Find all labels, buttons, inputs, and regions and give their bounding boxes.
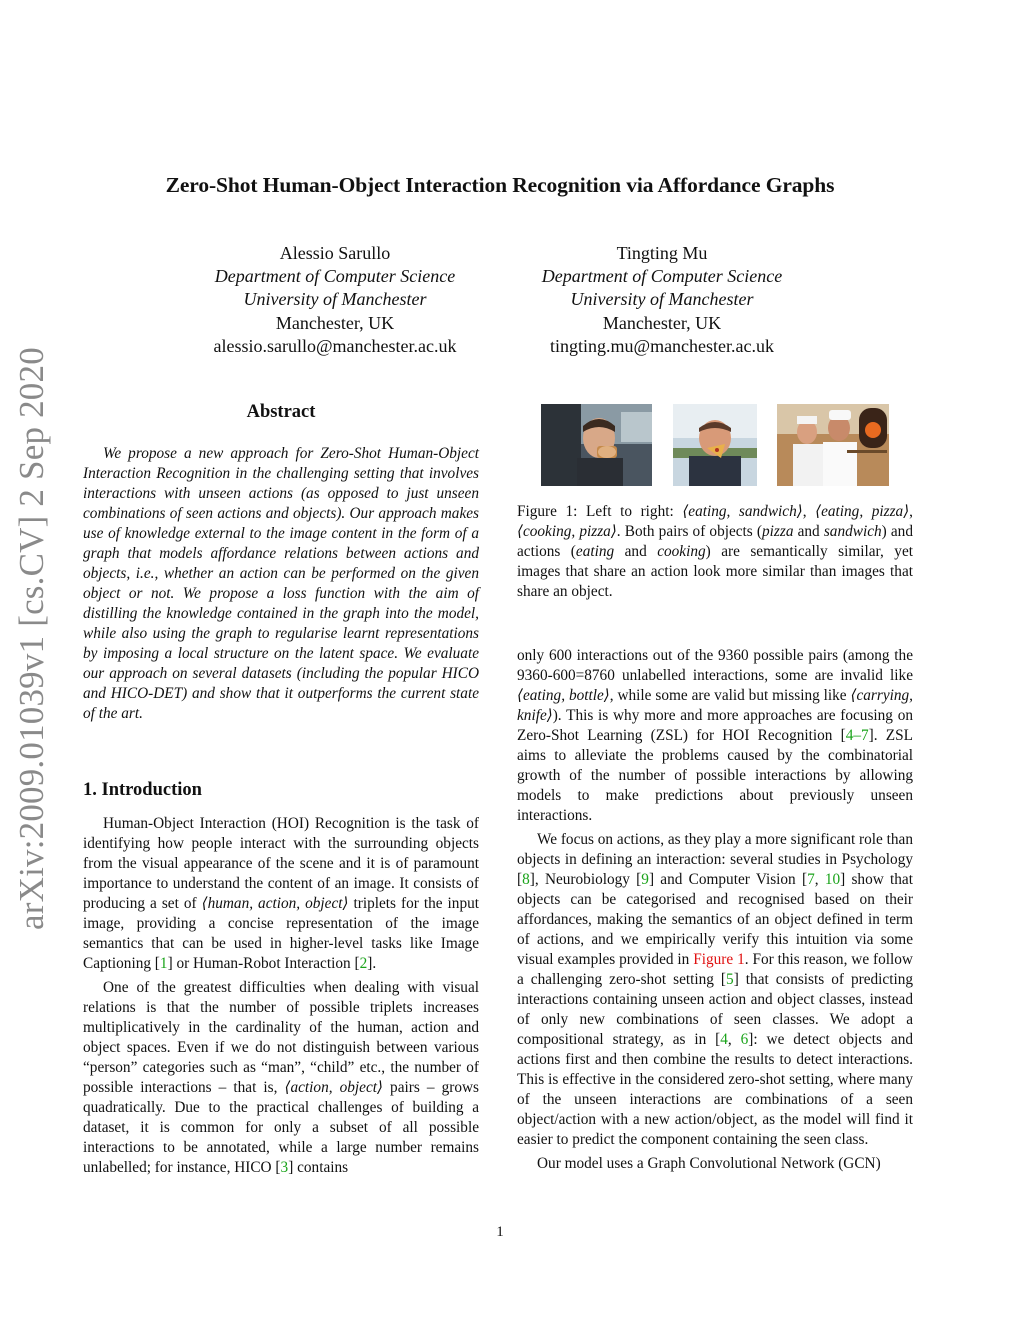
text-run: ). This is why more and more approaches are focusing on Zero-Shot Learning (ZSL) for HOI Recognition [ [517,707,913,744]
text-run: Our model uses a Graph Convolutional Network (GCN) [537,1155,881,1172]
introduction-heading: 1. Introduction [83,780,202,800]
text-run: ], Neurobiology [ [529,871,642,888]
author-name: Alessio Sarullo [279,243,391,263]
text-run: triplets for the input image, providing a concise representation of the image semantics that can be used in higher-level tasks like Image Captioning [ [83,895,479,972]
right-column-text [517,646,913,1178]
left-column-text [83,814,479,1182]
text-run: ] that consists of predicting interactions containing unseen action and object classes, instead of only new combinations of seen classes. We adopt a compositional strategy, as in [ [517,971,913,1048]
abstract-text: We propose a new approach for Zero-Shot Human-Object Interaction Recognition in the challenging setting that involves interactions with unseen actions (as opposed to just unseen combinations of seen actions and objects). Our approach makes use of knowledge external to the image content in the form of a graph that models affordance relations between actions and objects, i.e., whether an action can be performed on the given object or not. We propose a loss function with the aim of distilling the knowledge contained in the graph into the model, while also using the graph to regularise learnt representations by imposing a local structure on the latent space. We evaluate our approach on several datasets (including the popular HICO and HICO-DET) and show that it outperforms the current state of the art. [83,445,479,722]
math-pair: ⟨action, object⟩ [284,1079,383,1096]
citation-link[interactable]: 4–7 [845,727,869,744]
text-run: Human-Object Interaction (HOI) Recognition is the task of identifying how people interact with the surrounding objects from the visual appearance of the scene and it is of paramount importance to understand the content of an image. It consists of producing a set of [83,815,479,912]
caption-term: pizza [762,523,794,540]
caption-text: ) are semantically similar, yet images that share an action look more similar than images that share an object. [517,543,913,600]
author-email: tingting.mu@manchester.ac.uk [549,335,775,356]
intro-paragraph-2 [83,978,479,1178]
author-block-1 [170,242,500,358]
text-run: , [814,871,825,888]
caption-text: and [793,523,824,540]
caption-pair-3: ⟨cooking, pizza⟩ [517,523,617,540]
page-number: 1 [496,1224,504,1240]
intro-paragraph-1 [83,814,479,974]
text-run: One of the greatest difficulties when dealing with visual relations is that the number of possible triplets increases multiplicatively in the cardinality of the human, action and object spaces. Even if we do not distinguish between various “person” categories such as “man”, “child” etc., the number of possible interactions – that is, [83,979,479,1096]
caption-prefix: Figure 1: Left to right: [517,503,683,520]
text-run: ] or Human-Robot Interaction [ [167,955,360,972]
author-department: Department of Computer Science [214,266,456,287]
intro-paragraph-3 [517,830,913,1150]
citation-link[interactable]: 6 [740,1031,749,1048]
eating-sandwich-photo [541,404,652,486]
author-location: Manchester, UK [275,312,395,333]
caption-pair-1: ⟨eating, sandwich⟩ [682,503,803,520]
citation-link[interactable]: 2 [359,955,368,972]
author-email: alessio.sarullo@manchester.ac.uk [213,335,457,356]
text-run: , [727,1031,741,1048]
author-location: Manchester, UK [602,312,722,333]
citation-link[interactable]: 3 [280,1159,289,1176]
figure-reference-link[interactable]: Figure 1 [693,951,745,968]
text-run: ]. [367,955,377,972]
text-run: ]: we detect objects and actions first and then combine the results to detect interactions. This is effective in the considered zero-shot setting, where many of the unseen interactions are combinations of a seen object/action with a new action/object, as the model will find it easier to predict the component containing the seen class. [517,1031,913,1148]
cooking-pizza-photo [777,404,889,486]
text-run: ] contains [288,1159,349,1176]
text-run: We focus on actions, as they play a more significant role than objects in defining an interaction: several studies in Psychology [ [517,831,913,888]
text-run: pairs – grows quadratically. Due to the practical challenges of building a dataset, it is common for only a subset of all possible interactions to be annotated, while a large number remains unlabelled; for instance, HICO [ [83,1079,479,1176]
caption-term: cooking [657,543,706,560]
citation-link[interactable]: 5 [726,971,734,988]
caption-text: . Both pairs of objects ( [616,523,763,540]
text-run: ] show that objects can be categorised and recognised based on their affordances, making the semantics of an object defined in term of actions, and we empirically verify this intuition via some visual examples provided in [517,871,913,968]
math-pair: ⟨eating, bottle⟩ [517,687,610,704]
caption-term: eating [575,543,615,560]
caption-text: and [614,543,658,560]
author-department: Department of Computer Science [541,266,783,287]
author-name: Tingting Mu [616,243,708,263]
citation-link[interactable]: 10 [824,871,841,888]
author-university: University of Manchester [243,289,427,310]
citation-link[interactable]: 4 [720,1031,728,1048]
paper-title: Zero-Shot Human-Object Interaction Recognition via Affordance Graphs [165,173,835,197]
text-run: , while some are valid but missing like [609,687,851,704]
caption-term: sandwich [823,523,882,540]
citation-link[interactable]: 1 [159,955,168,972]
citation-link[interactable]: 8 [522,871,530,888]
math-pair: ⟨carrying, knife⟩ [517,687,913,724]
citation-link[interactable]: 7 [807,871,815,888]
arxiv-stamp: arXiv:2009.01039v1 [cs.CV] 2 Sep 2020 [12,347,51,930]
caption-text: ) and actions ( [517,523,913,560]
math-triplet: ⟨human, action, object⟩ [201,895,349,912]
figure-1-images [541,404,889,486]
author-university: University of Manchester [570,289,754,310]
eating-pizza-photo [673,404,757,486]
text-run: ] and Computer Vision [ [648,871,808,888]
intro-paragraph-2-cont [517,646,913,826]
figure-1-caption: Figure 1: Left to right: ⟨eating, sandwich⟩, ⟨eating, pizza⟩, ⟨cooking, pizza⟩. Both pairs of objects (pizza and sandwich) and actions (eating and cooking) are semantically similar, yet images that share an action look more similar than images that share an object. [517,503,913,600]
author-block-2 [497,242,827,358]
caption-pair-2: ⟨eating, pizza⟩ [815,503,910,520]
citation-link[interactable]: 9 [641,871,649,888]
text-run: ]. ZSL aims to alleviate the problems caused by the combinatorial growth of the number of possible interactions by allowing models to make predictions about previously unseen interactions. [517,727,913,824]
intro-paragraph-4 [517,1154,913,1174]
text-run: . For this reason, we follow a challenging zero-shot setting [ [517,951,913,988]
abstract-heading: Abstract [246,402,316,422]
text-run: only 600 interactions out of the 9360 possible pairs (among the 9360-600=8760 unlabelled interactions, some are invalid like [517,647,913,684]
